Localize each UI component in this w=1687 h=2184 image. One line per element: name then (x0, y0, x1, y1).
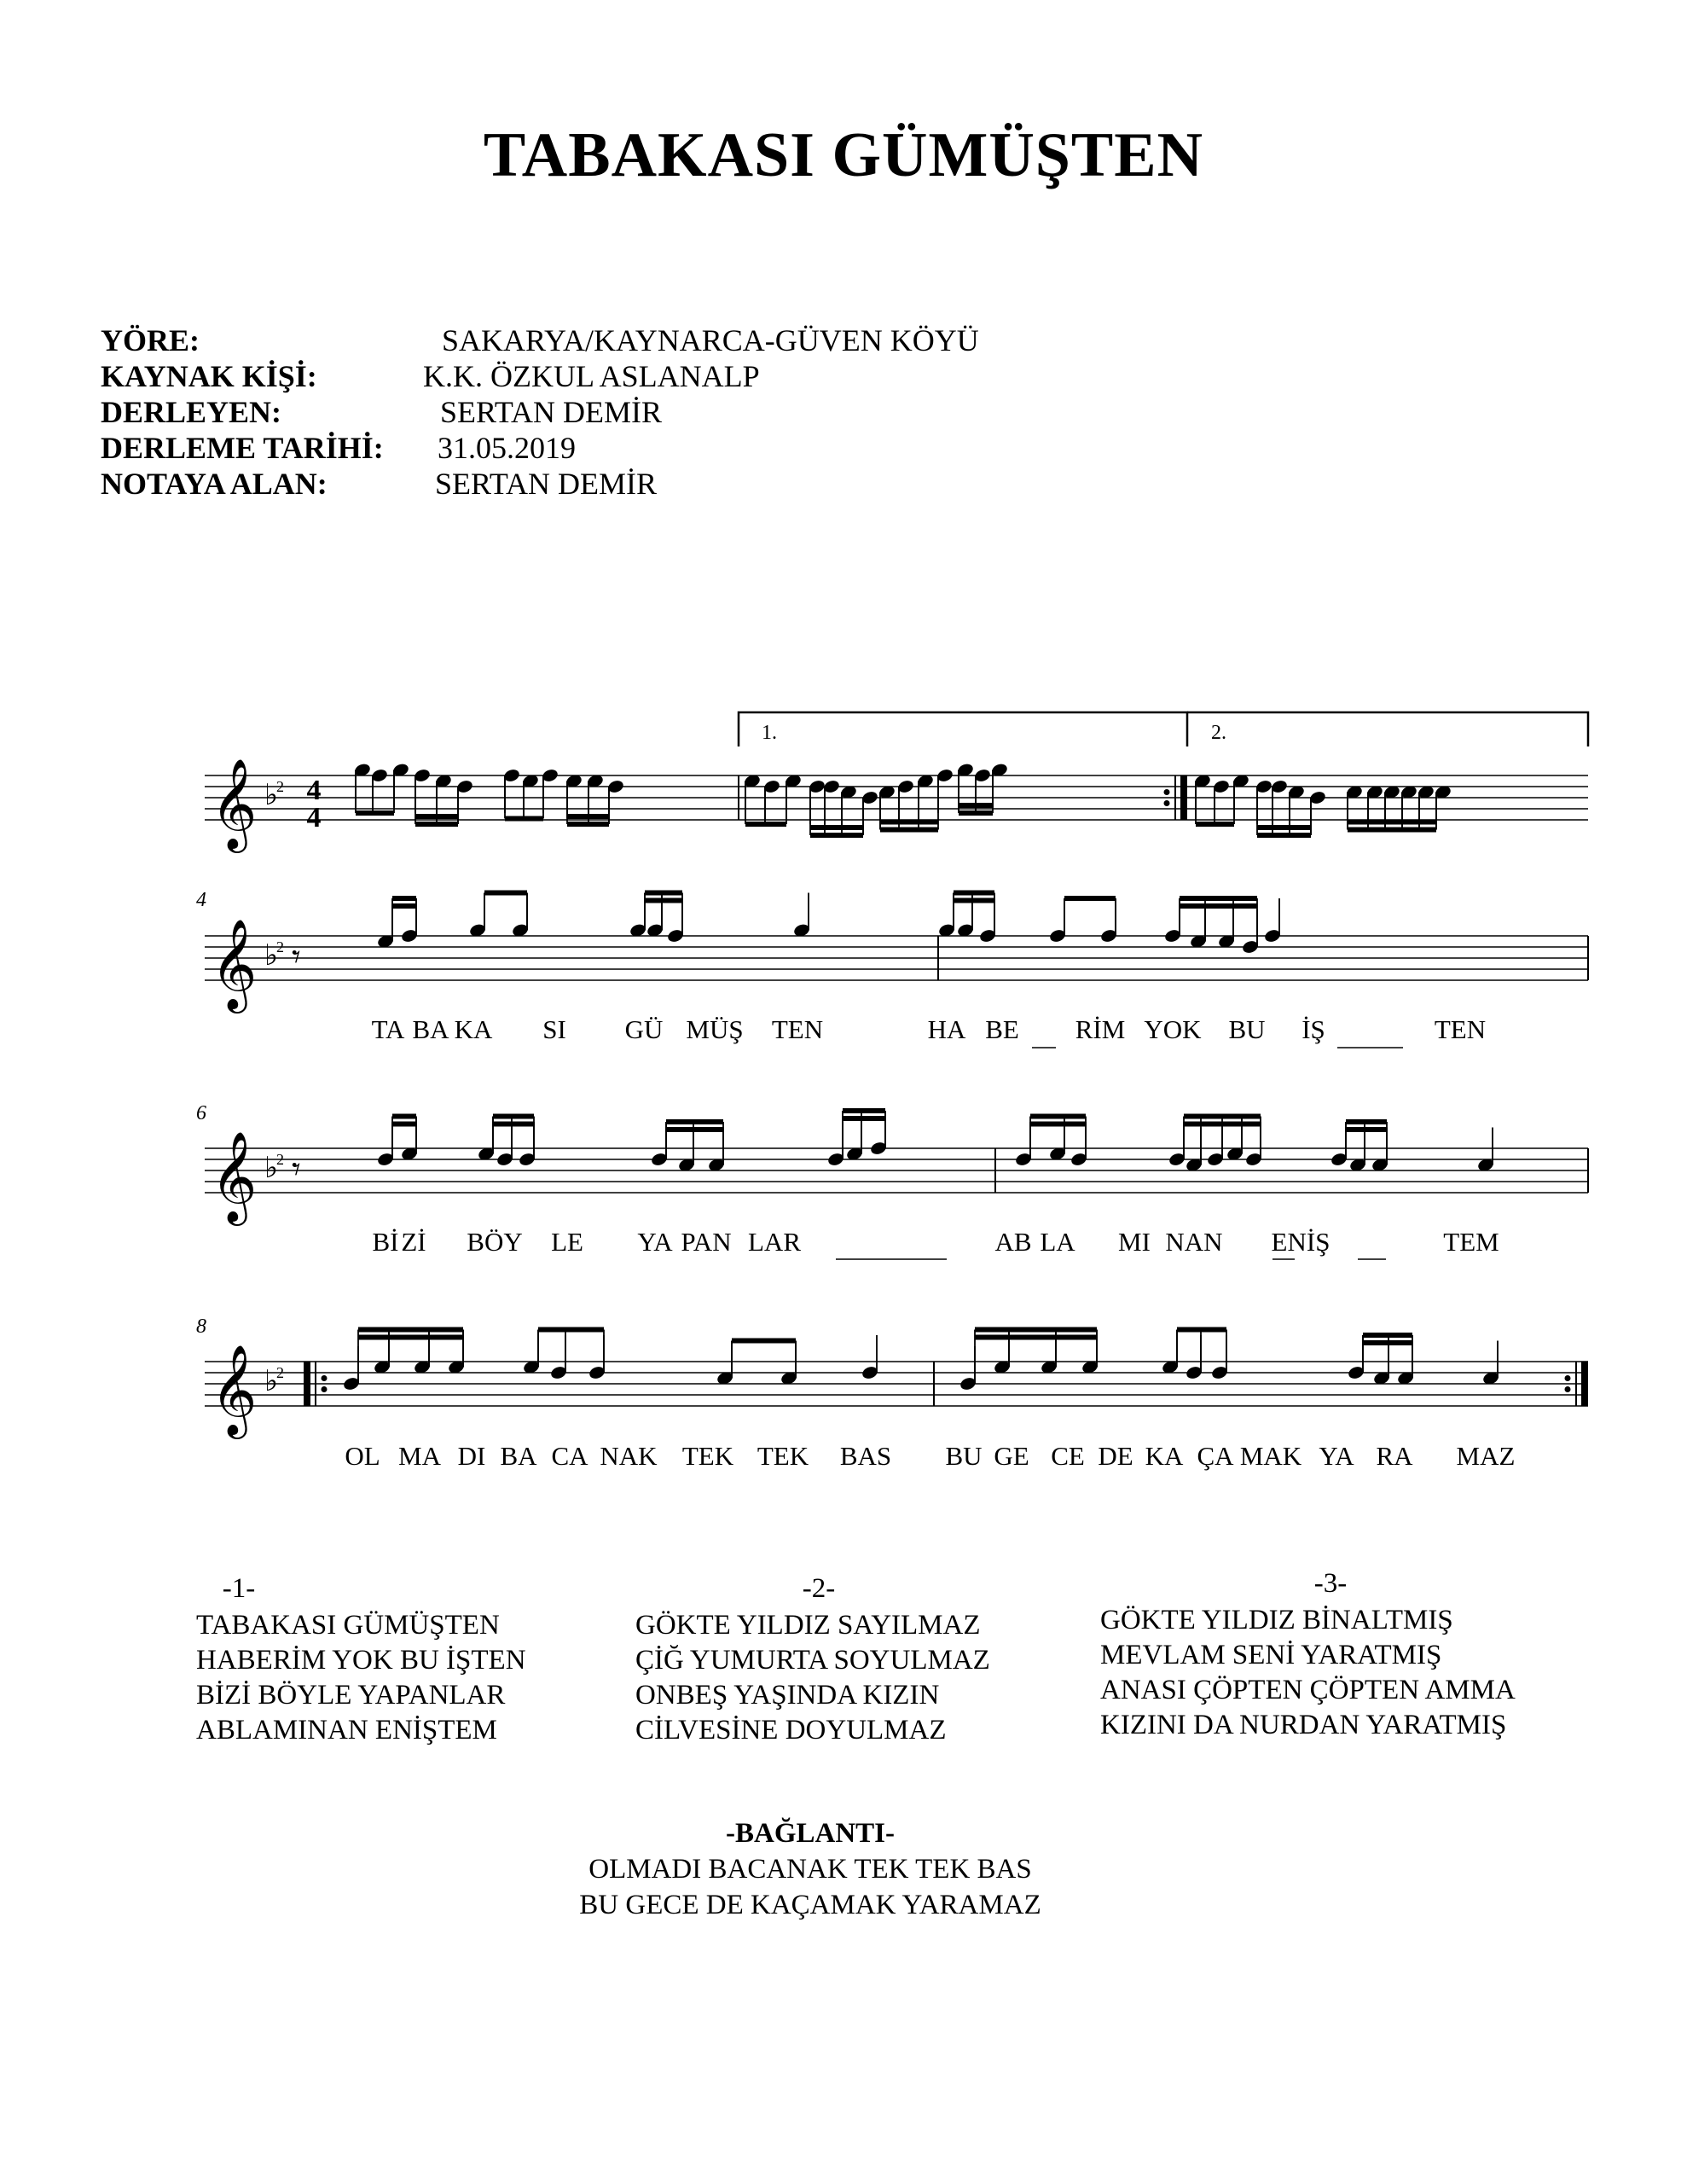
baglanti-line: BU GECE DE KAÇAMAK YARAMAZ (579, 1890, 1041, 1920)
verse-line: TABAKASI GÜMÜŞTEN (196, 1610, 500, 1641)
flat-icon: ♭ (264, 1153, 279, 1184)
meta-label: DERLEME TARİHİ: (101, 431, 384, 465)
lyric-syllable: OL (345, 1441, 380, 1471)
lyric-syllable: MÜŞ (686, 1014, 744, 1044)
baglanti-block (512, 1815, 1109, 1923)
lyric-syllable: CA (551, 1441, 588, 1471)
lyric-syllable: BA (500, 1441, 537, 1471)
koma-number: 2 (276, 778, 284, 795)
lyric-syllable: YA (637, 1227, 673, 1257)
verse-1 (196, 1571, 526, 1748)
lyric-syllable: BE (985, 1014, 1019, 1044)
meta-label: KAYNAK KİŞİ: (101, 359, 317, 393)
verse-line: MEVLAM SENİ YARATMIŞ (1100, 1640, 1442, 1670)
volta-2-label: 2. (1211, 722, 1226, 744)
verse-line: GÖKTE YILDIZ SAYILMAZ (635, 1610, 981, 1641)
lyric-syllable: GE (994, 1441, 1029, 1471)
meta-label: NOTAYA ALAN: (101, 467, 328, 501)
verse-number: -3- (1313, 1568, 1348, 1599)
repeat-dot (1565, 1386, 1571, 1392)
meta-value: SERTAN DEMİR (435, 467, 657, 501)
thick-barline (304, 1362, 310, 1406)
treble-clef-icon: 𝄞 (211, 918, 258, 1009)
lyric-syllable: MAK (1239, 1441, 1302, 1471)
lyric-syllable: TEK (681, 1441, 734, 1471)
baglanti-title: -BAĞLANTI- (725, 1818, 896, 1849)
lyric-syllable: NAK (600, 1441, 658, 1471)
verse-2 (635, 1571, 990, 1748)
verse-line: KIZINI DA NURDAN YARATMIŞ (1100, 1710, 1507, 1740)
thick-barline (1180, 775, 1187, 820)
lyric-syllable: MI (1118, 1227, 1151, 1257)
eighth-rest-icon: 𝄾 (292, 1150, 301, 1188)
meta-value: SAKARYA/KAYNARCA-GÜVEN KÖYÜ (442, 323, 979, 357)
lyric-syllable: MA (398, 1441, 441, 1471)
flat-icon: ♭ (264, 940, 279, 972)
lyric-syllable: TEN (771, 1014, 824, 1044)
lyric-syllable: MAZ (1456, 1441, 1516, 1471)
flat-icon: ♭ (264, 1366, 279, 1397)
lyric-syllable: NAN (1165, 1227, 1223, 1257)
thick-barline (1581, 1362, 1588, 1406)
lyric-syllable: RİM (1075, 1014, 1126, 1044)
meta-label: YÖRE: (101, 323, 200, 357)
lyric-syllable: Zİ (401, 1227, 426, 1257)
lyric-syllable: TEK (757, 1441, 809, 1471)
lyric-syllable: KA (454, 1014, 493, 1044)
lyrics-layer (345, 1014, 1515, 1471)
koma-number: 2 (276, 938, 284, 956)
meta-value: 31.05.2019 (438, 431, 576, 465)
lyric-syllable: BA (412, 1014, 449, 1044)
baglanti-line: OLMADI BACANAK TEK TEK BAS (588, 1854, 1032, 1885)
lyric-syllable: ÇA (1197, 1441, 1234, 1471)
lyric-syllable: LA (1040, 1227, 1075, 1257)
verse-line: ABLAMINAN ENİŞTEM (196, 1715, 497, 1745)
lyric-syllable: TA (371, 1014, 405, 1044)
song-title: TABAKASI GÜMÜŞTEN (483, 120, 1204, 190)
measure-number: 6 (196, 1102, 206, 1124)
volta-brackets (739, 712, 1588, 746)
lyric-syllable: BU (945, 1441, 983, 1471)
lyric-syllable: SI (542, 1014, 566, 1044)
verse-number: -1- (222, 1573, 256, 1604)
repeat-dot (1565, 1375, 1571, 1381)
lyric-syllable: DI (457, 1441, 486, 1471)
verse-line: GÖKTE YILDIZ BİNALTMIŞ (1100, 1605, 1453, 1635)
treble-clef-icon: 𝄞 (211, 1130, 258, 1222)
verse-line: CİLVESİNE DOYULMAZ (635, 1715, 947, 1745)
time-signature-bottom: 4 (306, 802, 322, 834)
lyric-syllable: DE (1098, 1441, 1133, 1471)
lyric-syllable: BAS (839, 1441, 892, 1471)
koma-number: 2 (276, 1151, 284, 1168)
lyric-syllable: YA (1319, 1441, 1354, 1471)
repeat-dot (1164, 800, 1170, 806)
verse-line: ÇİĞ YUMURTA SOYULMAZ (635, 1645, 990, 1676)
meta-label: DERLEYEN: (101, 395, 282, 429)
verse-line: BİZİ BÖYLE YAPANLAR (196, 1680, 506, 1711)
lyric-syllable: TEM (1443, 1227, 1499, 1257)
staff-row-1 (205, 758, 1588, 853)
lyric-syllable: LE (551, 1227, 583, 1257)
repeat-dot (322, 1386, 328, 1392)
lyric-syllable: PAN (681, 1227, 732, 1257)
time-signature-top: 4 (306, 775, 322, 806)
lyric-syllable: GÜ (624, 1014, 664, 1044)
notes-layer (292, 762, 1500, 1391)
meta-value: SERTAN DEMİR (440, 395, 662, 429)
measure-number: 8 (196, 1316, 206, 1338)
lyric-syllable: BÖY (467, 1227, 523, 1257)
staff-row-3 (205, 1130, 1588, 1226)
lyric-syllable: CE (1051, 1441, 1085, 1471)
treble-clef-icon: 𝄞 (211, 1344, 258, 1435)
verse-3 (1100, 1566, 1516, 1743)
repeat-dot (322, 1375, 328, 1381)
verse-line: HABERİM YOK BU İŞTEN (196, 1645, 526, 1676)
lyric-syllable: BU (1228, 1014, 1266, 1044)
lyric-syllable: AB (994, 1227, 1032, 1257)
lyric-syllable: ENİŞ (1271, 1227, 1330, 1257)
lyric-syllable: LAR (748, 1227, 801, 1257)
treble-clef-icon: 𝄞 (211, 758, 258, 849)
lyric-syllable: HA (927, 1014, 966, 1044)
flat-icon: ♭ (264, 780, 279, 811)
eighth-rest-icon: 𝄾 (292, 938, 301, 976)
koma-number: 2 (276, 1364, 284, 1381)
lyric-syllable: KA (1145, 1441, 1184, 1471)
verse-line: ONBEŞ YAŞINDA KIZIN (635, 1680, 940, 1711)
volta-1-label: 1. (762, 722, 777, 744)
meta-value: K.K. ÖZKUL ASLANALP (423, 359, 760, 393)
lyric-syllable: Bİ (372, 1227, 399, 1257)
verse-number: -2- (802, 1573, 836, 1604)
verse-line: ANASI ÇÖPTEN ÇÖPTEN AMMA (1100, 1675, 1516, 1705)
repeat-dot (1164, 789, 1170, 795)
measure-number: 4 (196, 889, 206, 911)
staff-row-4 (205, 1344, 1588, 1439)
lyric-syllable: TEN (1434, 1014, 1487, 1044)
lyric-syllable: İŞ (1301, 1014, 1325, 1044)
lyric-syllable: RA (1376, 1441, 1413, 1471)
lyric-syllable: YOK (1144, 1014, 1202, 1044)
